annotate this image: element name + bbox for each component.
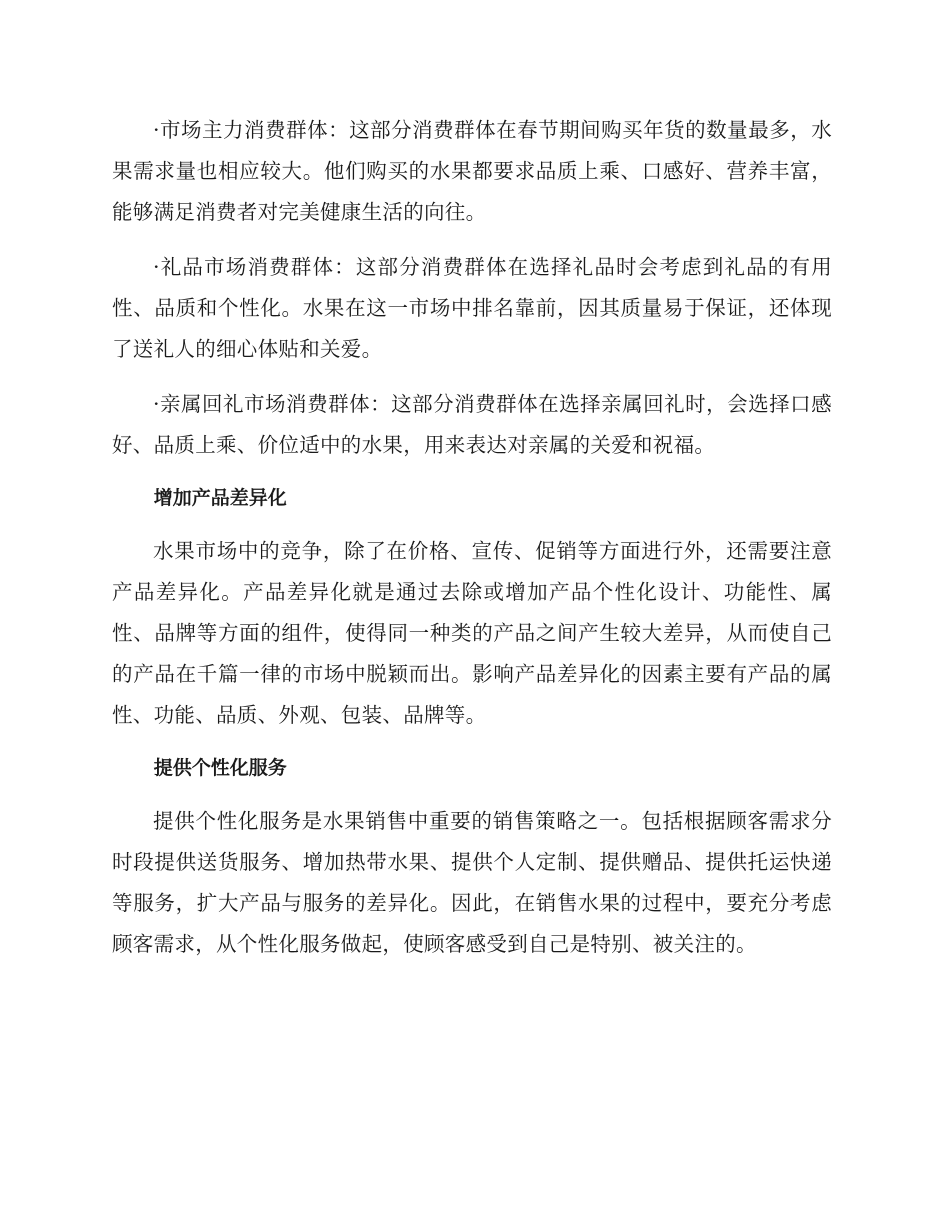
section-heading-personalized-service: 提供个性化服务 [153,757,287,779]
section-body-personalized-service: 提供个性化服务是水果销售中重要的销售策略之一。包括根据顾客需求分时段提供送货服务、增加热带水果、提供个人定制、提供赠品、提供托运快递等服务，扩大产品与服务的差异化。因此，在销售水果的过程中，要充分考虑顾客需求，从个性化服务做起，使顾客感受到自己是特别、被关注的。 [112,809,832,956]
bullet-item-main-consumers [112,110,832,233]
bullet-text: 这部分消费群体在选择亲属回礼时，会选择口感好、品质上乘、价位适中的水果，用来表达对亲属的关爱和祝福。 [112,392,832,457]
bullet-label: 亲属回礼市场消费群体： [159,392,392,416]
bullet-marker: · [153,118,160,142]
bullet-item-relative-gift-consumers [112,384,832,466]
bullet-label: 礼品市场消费群体： [159,255,356,279]
bullet-marker: · [153,392,160,416]
section-heading-differentiation: 增加产品差异化 [153,487,287,509]
document-page [112,110,832,977]
bullet-text: 这部分消费群体在选择礼品时会考虑到礼品的有用性、品质和个性化。水果在这一市场中排名靠前，因其质量易于保证，还体现了送礼人的细心体贴和关爱。 [112,255,832,361]
section-body-differentiation: 水果市场中的竞争，除了在价格、宣传、促销等方面进行外，还需要注意产品差异化。产品差异化就是通过去除或增加产品个性化设计、功能性、属性、品牌等方面的组件，使得同一种类的产品之间产生较大差异，从而使自己的产品在千篇一律的市场中脱颖而出。影响产品差异化的因素主要有产品的属性、功能、品质、外观、包装、品牌等。 [112,539,832,727]
bullet-marker: · [153,255,160,279]
bullet-item-gift-consumers [112,247,832,370]
bullet-label: 市场主力消费群体： [159,118,350,142]
bullet-text: 这部分消费群体在春节期间购买年货的数量最多，水果需求量也相应较大。他们购买的水果都要求品质上乘、口感好、营养丰富，能够满足消费者对完美健康生活的向往。 [112,118,833,224]
